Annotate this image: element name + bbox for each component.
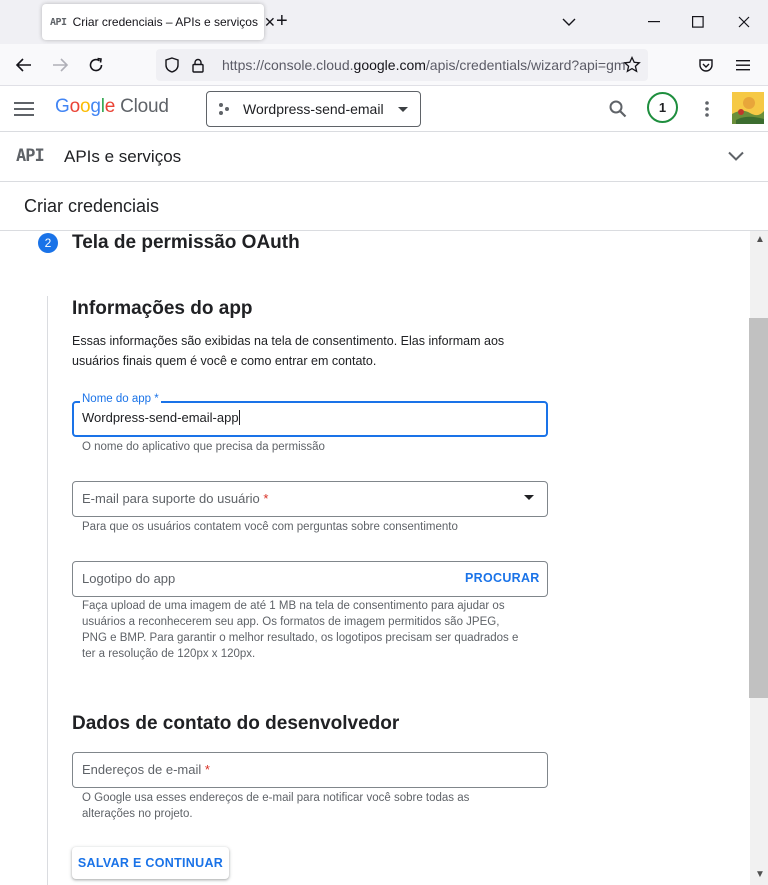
forward-arrow-icon[interactable]: [46, 51, 74, 79]
dropdown-caret-icon: [398, 107, 408, 112]
lock-icon[interactable]: [188, 55, 208, 75]
new-tab-icon[interactable]: +: [276, 10, 288, 32]
close-window-icon[interactable]: [730, 8, 758, 36]
project-name: Wordpress-send-email: [243, 101, 384, 117]
apis-services-bar[interactable]: [0, 132, 768, 182]
api-icon: API: [16, 146, 44, 166]
pocket-icon[interactable]: [692, 51, 720, 79]
save-continue-button[interactable]: SALVAR E CONTINUAR: [72, 847, 229, 879]
notification-badge[interactable]: 1: [647, 92, 678, 123]
close-tab-icon[interactable]: ✕: [263, 13, 276, 30]
app-name-value[interactable]: Wordpress-send-email-app: [82, 410, 239, 425]
page-title-bar: [0, 182, 768, 231]
apis-services-label: APIs e serviços: [64, 147, 182, 166]
reload-icon[interactable]: [82, 51, 110, 79]
developer-email-hint: O Google usa esses endereços de e-mail para notificar você sobre todas as alterações no projeto.: [82, 792, 470, 820]
hamburger-menu-icon[interactable]: [12, 98, 36, 120]
support-email-label: E-mail para suporte do usuário *: [82, 491, 269, 506]
back-arrow-icon[interactable]: [10, 51, 38, 79]
scrollbar-thumb[interactable]: [749, 318, 768, 698]
support-email-hint: Para que os usuários contatem você com perguntas sobre consentimento: [82, 521, 458, 533]
app-logo-label: Logotipo do app: [82, 571, 176, 586]
app-info-description: Essas informações são exibidas na tela de consentimento. Elas informam aos usuários finais quem é você e como entrar em contato.: [72, 334, 505, 368]
chevron-down-icon[interactable]: [728, 148, 744, 166]
app-logo-hint: Faça upload de uma imagem de até 1 MB na tela de consentimento para ajudar os usuários a reconhecerem seu app. Os formatos de imagem permitidos são JPEG, PNG e BMP. Para garantir o melhor resultado, os logotipos precisam ser quadrados e ter a resolução de 120px x 120px.: [82, 600, 519, 660]
project-dots-icon: [219, 102, 233, 116]
app-name-label: Nome do app *: [82, 393, 159, 405]
project-selector[interactable]: [206, 91, 421, 127]
scroll-up-icon[interactable]: ▲: [755, 234, 765, 245]
developer-email-label: Endereços de e-mail *: [82, 762, 210, 777]
search-icon[interactable]: [604, 95, 632, 123]
step-number-badge: 2: [38, 233, 58, 253]
step-divider: [47, 296, 48, 885]
developer-contact-heading: Dados de contato do desenvolvedor: [72, 713, 400, 734]
url-text: https://console.cloud.google.com/apis/credentials/wizard?api=gm: [222, 57, 626, 73]
maximize-icon[interactable]: [684, 8, 712, 36]
api-favicon-icon: API: [50, 16, 67, 28]
browser-tab[interactable]: [42, 4, 276, 40]
list-tabs-icon[interactable]: [555, 8, 583, 36]
more-vert-icon[interactable]: [693, 95, 721, 123]
app-menu-icon[interactable]: [729, 51, 757, 79]
step-title: Tela de permissão OAuth: [72, 232, 300, 253]
scroll-down-icon[interactable]: ▼: [755, 869, 765, 880]
address-bar[interactable]: [156, 49, 648, 81]
dropdown-arrow-icon[interactable]: [524, 495, 534, 500]
app-name-hint: O nome do aplicativo que precisa da permissão: [82, 441, 325, 453]
shield-icon[interactable]: [162, 55, 182, 75]
bookmark-star-icon[interactable]: [622, 55, 642, 75]
page-title: Criar credenciais: [24, 196, 160, 216]
minimize-icon[interactable]: [640, 8, 668, 36]
text-cursor: [239, 410, 240, 425]
browser-tab-bar: [0, 0, 768, 44]
browser-nav-bar: [0, 44, 768, 86]
tab-title: Criar credenciais – APIs e serviços: [72, 15, 258, 29]
avatar[interactable]: [732, 92, 764, 124]
app-info-heading: Informações do app: [72, 298, 253, 319]
google-cloud-logo[interactable]: Google Cloud: [55, 96, 169, 117]
browse-button[interactable]: PROCURAR: [465, 571, 540, 585]
